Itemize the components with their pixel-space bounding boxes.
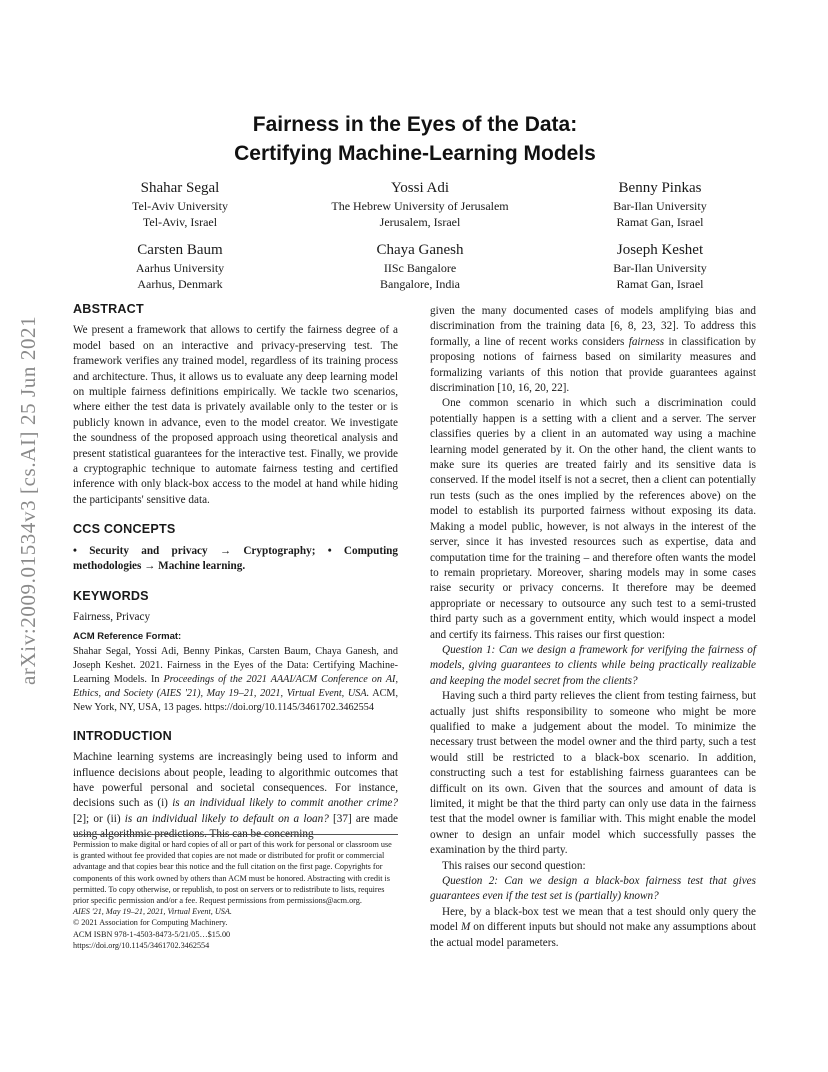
- author-name: Benny Pinkas: [618, 180, 702, 196]
- author-affiliation: Bar-Ilan University: [613, 199, 707, 213]
- right-p5-text-2: on different inputs but should not make any assumptions about the actual model parameters.: [430, 921, 756, 949]
- abstract-heading: ABSTRACT: [73, 302, 144, 316]
- venue-line: AIES '21, May 19–21, 2021, Virtual Event, USA.: [73, 907, 232, 917]
- title-line-2: Certifying Machine-Learning Models: [234, 142, 596, 165]
- author-affiliation: Tel-Aviv University: [132, 199, 228, 213]
- body-paragraph: One common scenario in which such a discrimination could potentially happen is a setting with a client and a server. The server classifies queries by a client in an automated way using a machine learning model generated by it. On the other hand, the client wants to make sure its queries are treated fairly and its sensitive data is conserved. If the model itself is not a secret, then a client can potentially run tests (such as the ones implied by the references above) on the model to establish its purported fairness without exposing its data. Making a model public, however, is not always in the interest of the server, since it has invested resources such as expertise, data and computation time for the training – and therefore often wants the model to remain proprietary. Moreover, sharing models may in some cases raise security or privacy concerns. It therefore may be deemed appropriate or necessary to outsource any such test to a semi-trusted third party such as a government entity, which would inspect a model and certify its fairness. This raises our first question:: [430, 397, 756, 641]
- doi-line: https://doi.org/10.1145/3461702.3462554: [73, 940, 210, 950]
- intro-italic-1: is an individual likely to commit another crime?: [172, 797, 398, 810]
- introduction-paragraph: [73, 750, 398, 842]
- intro-text-2: [2]; or (ii): [73, 812, 125, 825]
- acm-reference-part-1: Shahar Segal, Yossi Adi, Benny Pinkas, Carsten Baum, Chaya Ganesh, and Joseph Keshet. 2021. Fairness in the Eyes of the Data: Certifying Machine-Learning Models. In: [73, 645, 398, 685]
- author: [60, 240, 300, 292]
- isbn-line: ACM ISBN 978-1-4503-8473-5/21/05…$15.00: [73, 929, 231, 939]
- intro-text-3: [37] are made using algorithmic predictions. This can be concerning: [73, 812, 399, 841]
- author-location: Ramat Gan, Israel: [616, 277, 704, 291]
- keywords-text: Fairness, Privacy: [73, 610, 151, 623]
- author-location: Bangalore, India: [380, 277, 460, 291]
- right-p1-italic: fairness: [628, 335, 665, 348]
- author-affiliation: Aarhus University: [135, 261, 225, 275]
- body-paragraph: This raises our second question:: [442, 859, 586, 872]
- copyright-line: © 2021 Association for Computing Machinery.: [73, 918, 228, 928]
- abstract-section: [73, 302, 398, 508]
- ccs-text: • Security and privacy → Cryptography; • Computing methodologies → Machine learning.: [73, 544, 398, 573]
- author-location: Jerusalem, Israel: [379, 215, 461, 229]
- author: [300, 178, 540, 230]
- ccs-heading: CCS CONCEPTS: [73, 522, 176, 537]
- body-paragraph: [430, 905, 756, 951]
- author-location: Ramat Gan, Israel: [616, 215, 704, 229]
- body-paragraph: Having such a third party relieves the client from testing fairness, but actually just shifts responsibility to someone who might be more qualified to make a judgement about the model. To minimize the necessary trust between the model owner and the third party, such a test would still be restricted to a black-box scenario. In addition, constructing such a test for establishing fairness guarantees can be difficult on its own. Given that the sources and amount of data is limited, it might be that the third party can only use data in the fairness test that the model owner is familiar with. This might enable the model owner to design an unfair model which successfully passes the examination by the third party.: [430, 690, 756, 857]
- permission-notice: Permission to make digital or hard copies of all or part of this work for personal or classroom use is granted without fee provided that copies are not made or distributed for profit or commercial advantage and that copies bear this notice and the full citation on the first page. Copyrights for components of this work owned by others than ACM must be honored. Abstracting with credit is permitted. To copy otherwise, or republish, to post on servers or to redistribute to lists, requires prior specific permission and/or a fee. Request permissions from permissions@acm.org.: [73, 840, 392, 906]
- intro-text-1: Machine learning systems are increasingly being used to inform and influence decisions about people, leading to algorithmic outcomes that have powerful personal and societal consequences. For instance, decisions such as (i): [73, 751, 398, 810]
- author-affiliation: IISc Bangalore: [383, 261, 457, 275]
- author-name: Chaya Ganesh: [376, 242, 464, 258]
- author: [540, 240, 780, 292]
- model-symbol: M: [460, 921, 471, 934]
- author: [540, 178, 780, 230]
- right-p1-text-1: given the many documented cases of models amplifying bias and discrimination from the training data [6, 8, 23, 32]. To address this formally, a line of recent works considers: [430, 305, 756, 348]
- acm-reference-part-2: ACM, New York, NY, USA, 13 pages. https://doi.org/10.1145/3461702.3462554: [73, 687, 398, 713]
- acm-reference-proceedings: Proceedings of the 2021 AAAI/ACM Conference on AI, Ethics, and Society (AIES '21), May 19–21, 2021, Virtual Event, USA.: [73, 673, 398, 699]
- intro-italic-2: is an individual likely to default on a loan?: [124, 812, 329, 825]
- author-affiliation: Bar-Ilan University: [613, 261, 707, 275]
- right-p1-text-2: in classification by proposing notions of fairness based on similarity measures and formalizing variants of this notion that provide guarantees against discrimination [10, 16, 20, 22].: [430, 335, 757, 395]
- introduction-heading: INTRODUCTION: [73, 728, 172, 743]
- question-1: Question 1: Can we design a framework for verifying the fairness of models, giving guarantees to clients while being practically realizable and keeping the model secret from the clients?: [430, 643, 756, 687]
- author-row: [60, 178, 780, 230]
- right-p5-text-1: Here, by a black-box test we mean that a test should only query the model: [430, 905, 756, 934]
- author-location: Aarhus, Denmark: [137, 277, 223, 291]
- arxiv-stamp: arXiv:2009.01534v3 [cs.AI] 25 Jun 2021: [16, 315, 40, 685]
- author: [60, 178, 300, 230]
- author: [300, 240, 540, 292]
- right-column: [430, 304, 756, 951]
- author-name: Yossi Adi: [390, 180, 450, 196]
- introduction-section: [73, 729, 398, 843]
- abstract-text: We present a framework that allows to certify the fairness degree of a model based on an interactive and privacy-preserving test. The framework verifies any trained model, regardless of its training process and architecture. Thus, it allows us to evaluate any deep learning model on multiple fairness definitions empirically. We tackle two scenarios, where either the test data is privately available only to the tester or is publicly known in advance, even to the model creator. We investigate the soundness of the proposed approach using theoretical analysis and present statistical guarantees for the interactive test. Finally, we provide a cryptographic technique to automate fairness testing and certified inference with only black-box access to the model at hand while hiding the participants' sensitive data.: [73, 324, 398, 506]
- author-name: Joseph Keshet: [616, 242, 704, 258]
- body-paragraph: [430, 304, 756, 396]
- acm-reference-text: [73, 645, 398, 715]
- question-2: Question 2: Can we design a black-box fairness test that gives guarantees even if the test set is (partially) known?: [430, 875, 756, 903]
- acm-reference-heading: ACM Reference Format:: [73, 631, 182, 643]
- ccs-section: [73, 522, 398, 574]
- author-block: [60, 178, 780, 302]
- author-row: [60, 240, 780, 292]
- keywords-heading: KEYWORDS: [73, 588, 149, 603]
- left-column: [73, 302, 398, 843]
- copyright-footnote: [73, 834, 398, 951]
- title-line-1: Fairness in the Eyes of the Data:: [252, 113, 578, 136]
- author-affiliation: The Hebrew University of Jerusalem: [331, 199, 509, 213]
- author-name: Shahar Segal: [140, 180, 220, 196]
- author-location: Tel-Aviv, Israel: [142, 215, 218, 229]
- paper-title: [100, 110, 730, 168]
- author-name: Carsten Baum: [137, 242, 223, 258]
- keywords-section: [73, 589, 398, 715]
